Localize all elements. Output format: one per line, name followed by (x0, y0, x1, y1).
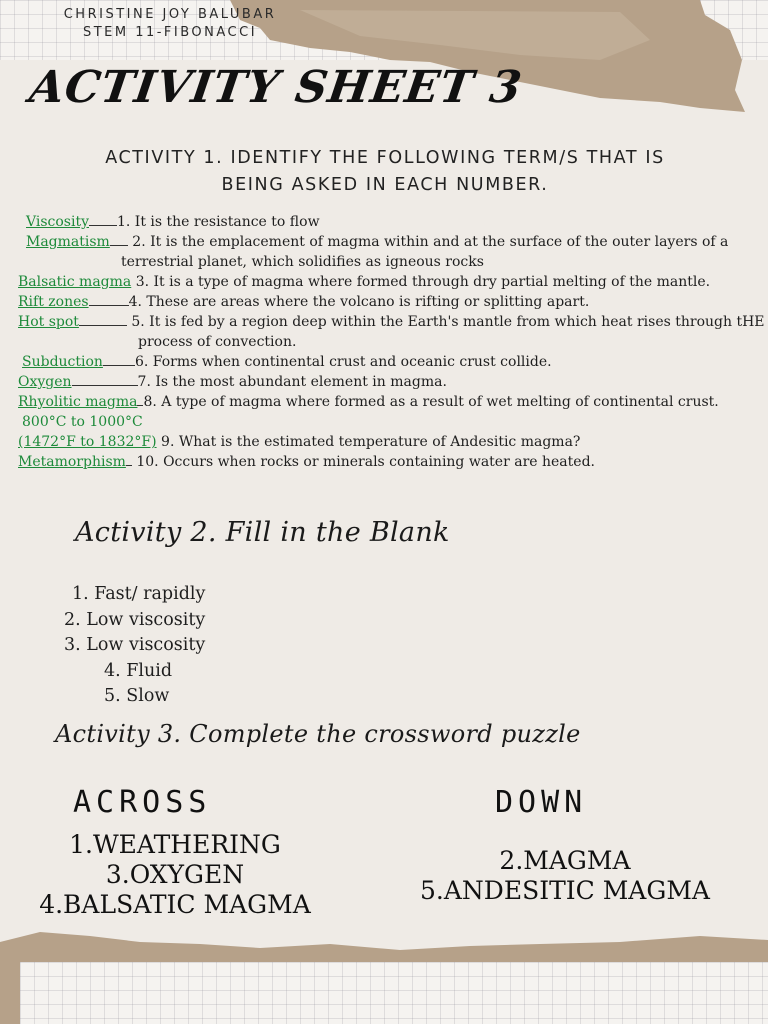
author-section: STEM 11-FIBONACCI (82, 25, 258, 40)
question-text: 5. It is fed by a region deep within the Earth's mantle from which heat rises through tHE (131, 314, 765, 330)
activity1-question-list (18, 212, 763, 472)
question-text: 8. A type of magma where formed as a result of wet melting of continental crust. (143, 394, 719, 410)
list-item: 4.BALSATIC MAGMA (39, 890, 311, 919)
list-item (18, 412, 763, 432)
list-item: 2.MAGMA (499, 846, 631, 875)
across-heading: ACROSS (73, 785, 212, 820)
list-item: 4. Fluid (104, 660, 173, 681)
answer-text: Magmatism (26, 234, 110, 250)
list-item: 1. Fast/ rapidly (72, 584, 206, 604)
list-item (18, 332, 763, 352)
author-name: CHRISTINE JOY BALUBAR (63, 7, 277, 22)
page-title: ACTIVITY SHEET 3 (26, 62, 526, 113)
answer-text: Balsatic magma (18, 274, 132, 290)
list-item: 5. Slow (104, 686, 170, 706)
list-item: 1.WEATHERING (69, 830, 281, 859)
question-text: 6. Forms when continental crust and oceanic crust collide. (134, 354, 552, 370)
list-item: 2. Low viscosity (64, 609, 206, 630)
answer-text: 800°C to 1000°C (22, 414, 143, 430)
answer-text-continued: (1472°F to 1832°F) (18, 434, 157, 450)
list-item (18, 272, 763, 292)
across-answer-list (20, 830, 330, 920)
list-item (18, 312, 763, 332)
list-item (18, 452, 763, 472)
bottom-graph-paper-strip (20, 962, 768, 1024)
question-text: 4. These are areas where the volcano is rifting or splitting apart. (128, 294, 590, 310)
question-text: 1. It is the resistance to flow (117, 214, 320, 230)
down-heading: DOWN (495, 785, 588, 820)
answer-text: Rhyolitic magma (18, 394, 138, 410)
question-text: 3. It is a type of magma where formed through dry partial melting of the mantle. (135, 274, 711, 290)
list-item (18, 292, 763, 312)
list-item (18, 432, 763, 452)
list-item (18, 252, 763, 272)
question-text: 2. It is the emplacement of magma within and at the surface of the outer layers of a (132, 234, 729, 250)
question-text: 9. What is the estimated temperature of Andesitic magma? (161, 434, 581, 450)
activity1-heading (40, 145, 730, 199)
question-text-continued: process of convection. (138, 334, 297, 350)
list-item (18, 372, 763, 392)
activity2-answer-list (60, 582, 220, 710)
down-answer-list (400, 846, 730, 906)
list-item: 3. Low viscosity (64, 635, 206, 655)
list-item (18, 392, 763, 412)
question-text: 10. Occurs when rocks or minerals containing water are heated. (136, 454, 595, 470)
answer-text: Viscosity (26, 214, 89, 230)
activity3-heading: Activity 3. Complete the crossword puzzle (55, 720, 581, 748)
list-item (18, 232, 763, 252)
list-item (18, 212, 763, 232)
answer-text: Subduction (22, 354, 103, 370)
list-item: 3.OXYGEN (105, 860, 245, 889)
question-text-continued: terrestrial planet, which solidifies as igneous rocks (121, 254, 484, 270)
answer-text: Oxygen (18, 374, 72, 390)
question-text: 7. Is the most abundant element in magma. (137, 374, 447, 390)
activity2-heading: Activity 2. Fill in the Blank (75, 517, 450, 548)
list-item (18, 352, 763, 372)
activity1-heading-line2: BEING ASKED IN EACH NUMBER. (221, 175, 549, 195)
answer-text: Metamorphism (18, 454, 126, 470)
list-item: 5.ANDESITIC MAGMA (420, 876, 710, 905)
answer-text: Rift zones (18, 294, 89, 310)
activity1-heading-line1: ACTIVITY 1. IDENTIFY THE FOLLOWING TERM/S THAT IS (105, 148, 665, 168)
answer-text: Hot spot (18, 314, 79, 330)
